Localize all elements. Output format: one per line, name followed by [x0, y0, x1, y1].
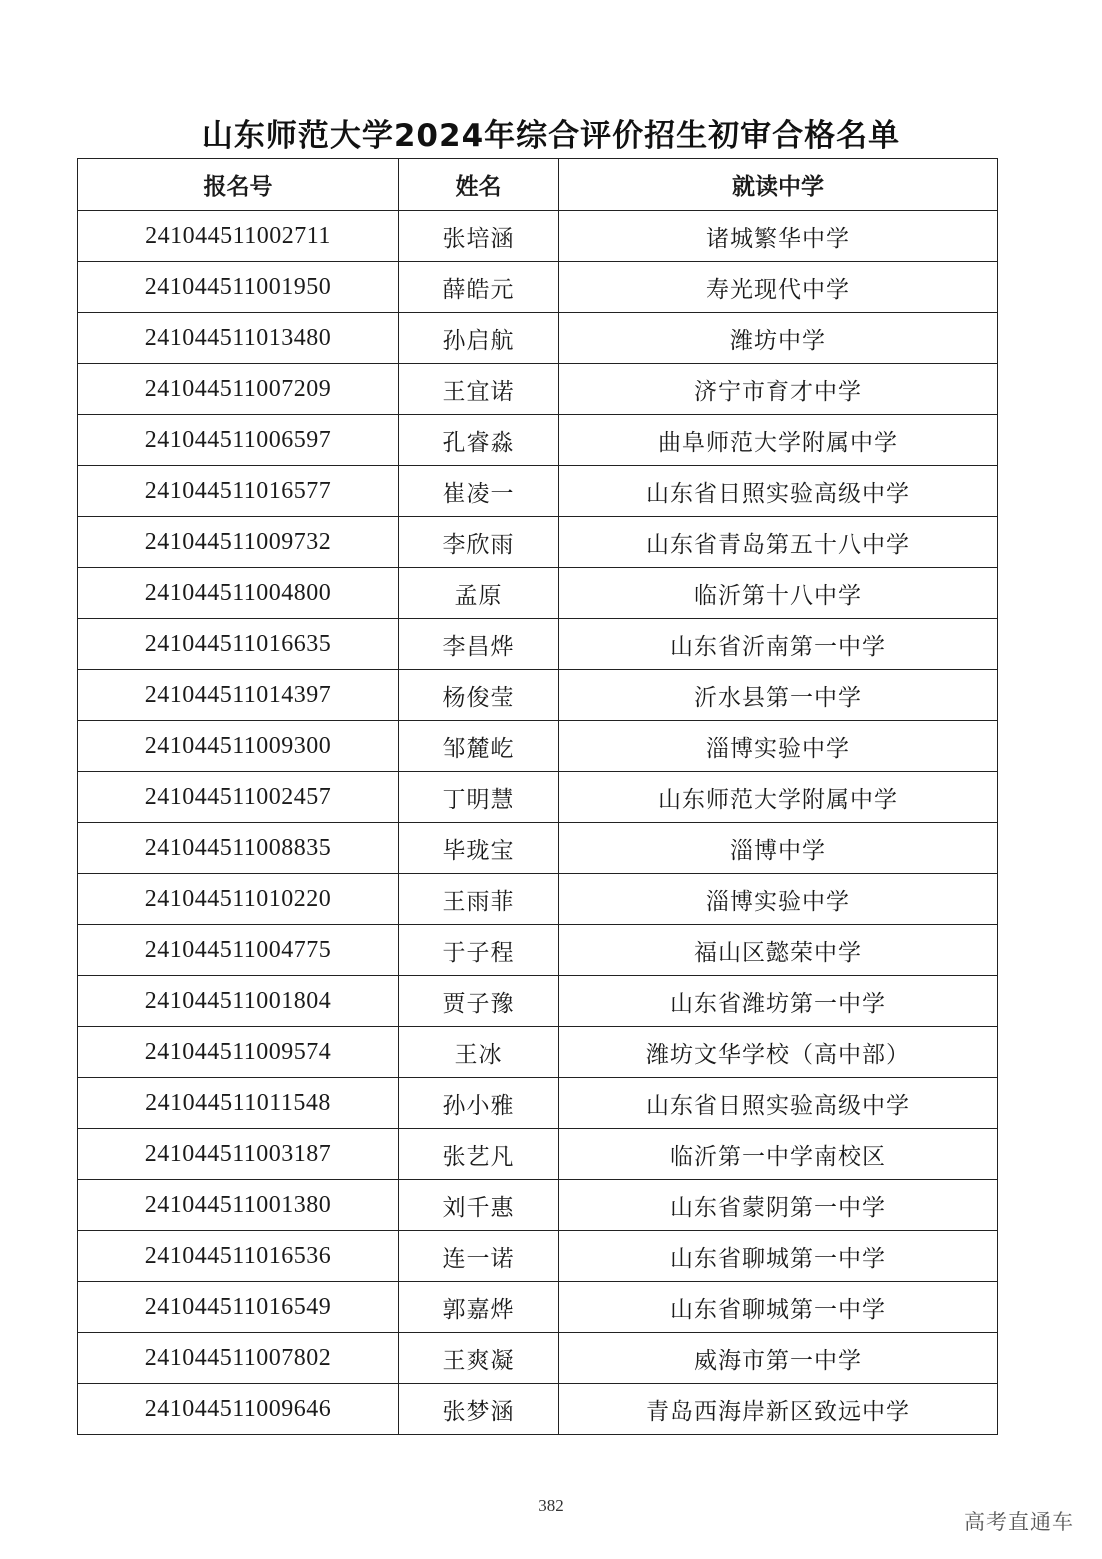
student-name-cell: 刘千惠	[399, 1180, 559, 1231]
student-name-cell: 郭嘉烨	[399, 1282, 559, 1333]
registration-number-cell: 241044511008835	[78, 823, 399, 874]
student-name-cell: 王冰	[399, 1027, 559, 1078]
registration-number-cell: 241044511009646	[78, 1384, 399, 1435]
school-cell: 山东省日照实验高级中学	[559, 466, 998, 517]
registration-number-cell: 241044511016549	[78, 1282, 399, 1333]
registration-number-cell: 241044511002711	[78, 211, 399, 262]
table-row	[78, 976, 998, 1027]
registration-number-cell: 241044511001950	[78, 262, 399, 313]
registration-number-cell: 241044511007802	[78, 1333, 399, 1384]
table-row	[78, 1129, 998, 1180]
school-cell: 曲阜师范大学附属中学	[559, 415, 998, 466]
registration-number-cell: 241044511003187	[78, 1129, 399, 1180]
registration-number-cell: 241044511016577	[78, 466, 399, 517]
registration-number-cell: 241044511007209	[78, 364, 399, 415]
table-row	[78, 313, 998, 364]
table-row	[78, 1027, 998, 1078]
student-name-cell: 王雨菲	[399, 874, 559, 925]
page-number: 382	[538, 1496, 564, 1515]
school-cell: 山东省沂南第一中学	[559, 619, 998, 670]
roster-table	[77, 158, 998, 1435]
school-cell: 青岛西海岸新区致远中学	[559, 1384, 998, 1435]
table-row	[78, 1333, 998, 1384]
registration-number-cell: 241044511010220	[78, 874, 399, 925]
column-header-school: 就读中学	[559, 159, 998, 211]
registration-number-cell: 241044511011548	[78, 1078, 399, 1129]
student-name-cell: 孙启航	[399, 313, 559, 364]
student-name-cell: 孙小雅	[399, 1078, 559, 1129]
table-row	[78, 670, 998, 721]
school-cell: 寿光现代中学	[559, 262, 998, 313]
student-name-cell: 孟原	[399, 568, 559, 619]
registration-number-cell: 241044511013480	[78, 313, 399, 364]
table-row	[78, 1231, 998, 1282]
student-name-cell: 张艺凡	[399, 1129, 559, 1180]
registration-number-cell: 241044511009732	[78, 517, 399, 568]
student-name-cell: 张梦涵	[399, 1384, 559, 1435]
school-cell: 山东省聊城第一中学	[559, 1231, 998, 1282]
student-name-cell: 连一诺	[399, 1231, 559, 1282]
table-row	[78, 262, 998, 313]
student-name-cell: 贾子豫	[399, 976, 559, 1027]
student-name-cell: 李欣雨	[399, 517, 559, 568]
table-row	[78, 721, 998, 772]
school-cell: 山东师范大学附属中学	[559, 772, 998, 823]
student-name-cell: 李昌烨	[399, 619, 559, 670]
school-cell: 潍坊中学	[559, 313, 998, 364]
table-row	[78, 211, 998, 262]
school-cell: 潍坊文华学校（高中部）	[559, 1027, 998, 1078]
school-cell: 山东省青岛第五十八中学	[559, 517, 998, 568]
school-cell: 淄博实验中学	[559, 874, 998, 925]
column-header-name: 姓名	[399, 159, 559, 211]
table-row	[78, 517, 998, 568]
table-row	[78, 925, 998, 976]
watermark: 高考直通车	[964, 1510, 1074, 1534]
school-cell: 山东省蒙阴第一中学	[559, 1180, 998, 1231]
school-cell: 诸城繁华中学	[559, 211, 998, 262]
student-name-cell: 薛皓元	[399, 262, 559, 313]
student-name-cell: 孔睿淼	[399, 415, 559, 466]
school-cell: 临沂第十八中学	[559, 568, 998, 619]
student-name-cell: 毕珑宝	[399, 823, 559, 874]
registration-number-cell: 241044511001804	[78, 976, 399, 1027]
table-row	[78, 619, 998, 670]
student-name-cell: 丁明慧	[399, 772, 559, 823]
registration-number-cell: 241044511004800	[78, 568, 399, 619]
registration-number-cell: 241044511009574	[78, 1027, 399, 1078]
table-row	[78, 772, 998, 823]
page-title: 山东师范大学2024年综合评价招生初审合格名单	[201, 118, 901, 154]
table-row	[78, 1282, 998, 1333]
student-name-cell: 王爽凝	[399, 1333, 559, 1384]
table-row	[78, 364, 998, 415]
registration-number-cell: 241044511009300	[78, 721, 399, 772]
student-name-cell: 张培涵	[399, 211, 559, 262]
school-cell: 淄博中学	[559, 823, 998, 874]
student-name-cell: 崔凌一	[399, 466, 559, 517]
school-cell: 山东省潍坊第一中学	[559, 976, 998, 1027]
school-cell: 福山区懿荣中学	[559, 925, 998, 976]
table-row	[78, 415, 998, 466]
table-row	[78, 466, 998, 517]
student-name-cell: 王宜诺	[399, 364, 559, 415]
table-row	[78, 568, 998, 619]
table-row	[78, 1180, 998, 1231]
school-cell: 淄博实验中学	[559, 721, 998, 772]
registration-number-cell: 241044511016536	[78, 1231, 399, 1282]
student-name-cell: 杨俊莹	[399, 670, 559, 721]
school-cell: 临沂第一中学南校区	[559, 1129, 998, 1180]
table-header-row	[78, 159, 998, 211]
registration-number-cell: 241044511004775	[78, 925, 399, 976]
student-name-cell: 邹麓屹	[399, 721, 559, 772]
column-header-registration-number: 报名号	[78, 159, 399, 211]
registration-number-cell: 241044511006597	[78, 415, 399, 466]
school-cell: 济宁市育才中学	[559, 364, 998, 415]
school-cell: 山东省聊城第一中学	[559, 1282, 998, 1333]
registration-number-cell: 241044511001380	[78, 1180, 399, 1231]
table-row	[78, 823, 998, 874]
school-cell: 山东省日照实验高级中学	[559, 1078, 998, 1129]
school-cell: 沂水县第一中学	[559, 670, 998, 721]
registration-number-cell: 241044511014397	[78, 670, 399, 721]
table-row	[78, 1078, 998, 1129]
table-row	[78, 1384, 998, 1435]
student-name-cell: 于子程	[399, 925, 559, 976]
school-cell: 威海市第一中学	[559, 1333, 998, 1384]
table-row	[78, 874, 998, 925]
registration-number-cell: 241044511016635	[78, 619, 399, 670]
registration-number-cell: 241044511002457	[78, 772, 399, 823]
